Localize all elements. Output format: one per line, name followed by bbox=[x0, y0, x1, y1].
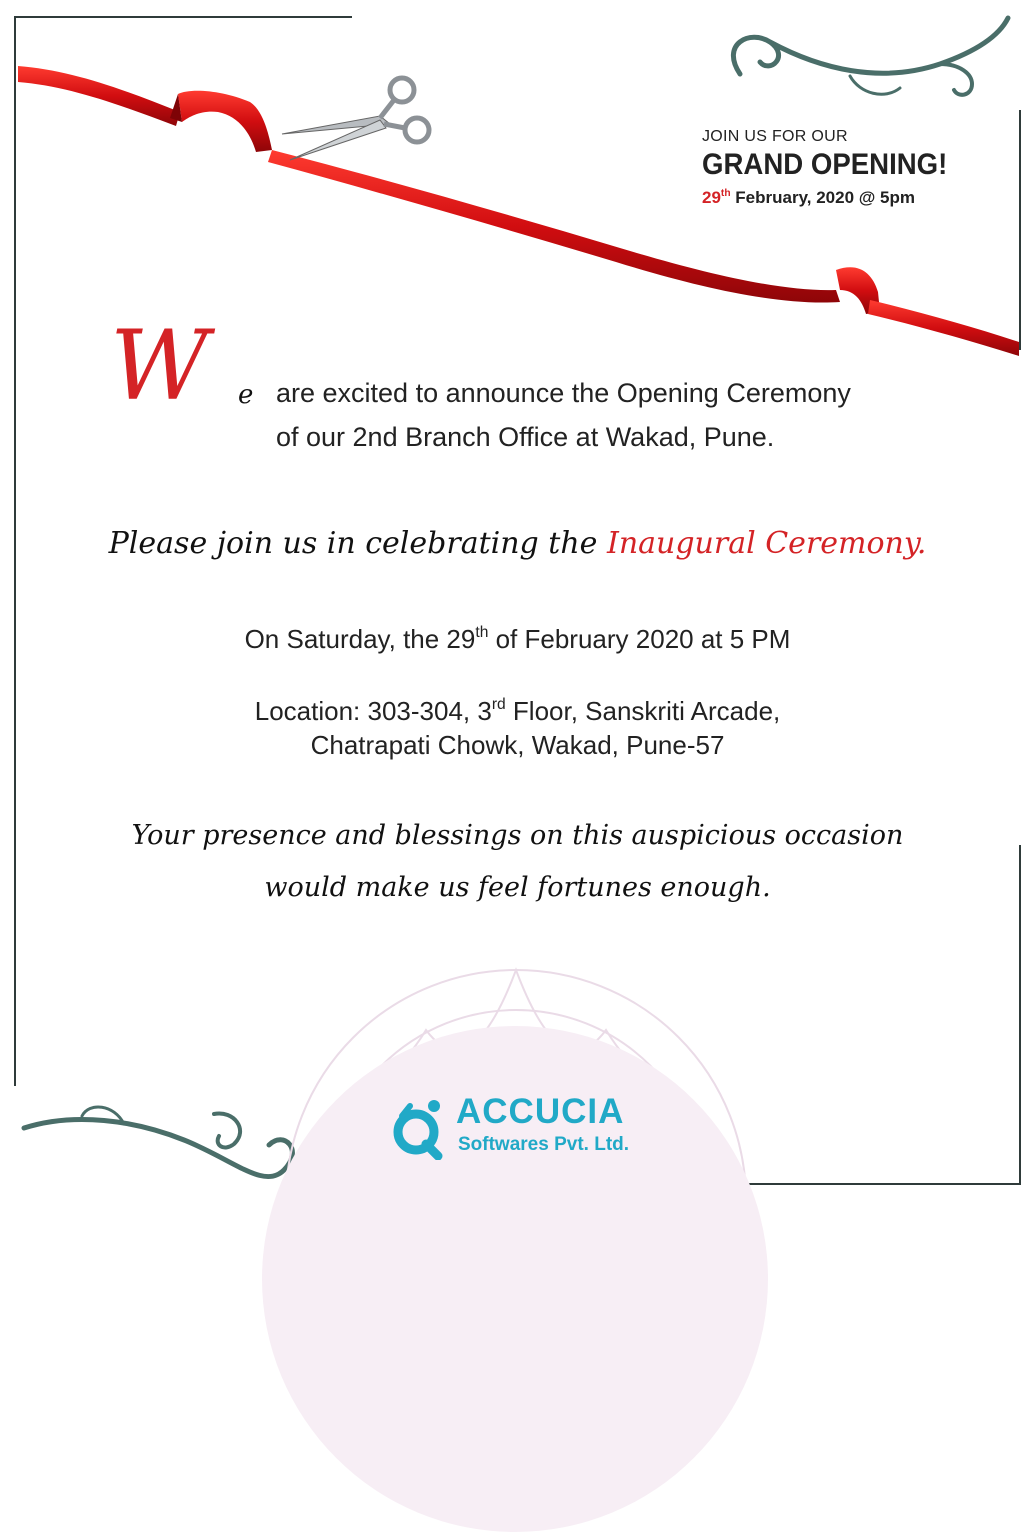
header-date-rest: February, 2020 @ 5pm bbox=[730, 188, 915, 207]
announcement-line-2: of our 2nd Branch Office at Wakad, Pune. bbox=[276, 422, 775, 452]
invite-highlight: Inaugural Ceremony. bbox=[606, 526, 927, 561]
event-location-line-1: Location: 303-304, 3rd Floor, Sanskriti Arcade, bbox=[254, 696, 781, 726]
company-logo bbox=[388, 1092, 688, 1162]
invite-line bbox=[0, 526, 1035, 561]
event-location-line-2: Chatrapati Chowk, Wakad, Pune-57 bbox=[310, 730, 725, 760]
closing-line-1: Your presence and blessings on this auspicious occasion bbox=[131, 820, 904, 851]
header-headline: GRAND OPENING! bbox=[702, 148, 948, 181]
announcement-line-1: are excited to announce the Opening Ceremony bbox=[276, 378, 851, 408]
drop-cap-initial: W bbox=[110, 310, 209, 422]
invite-lead: Please join us in celebrating the bbox=[108, 526, 607, 561]
closing-line-2: would make us feel fortunes enough. bbox=[264, 872, 771, 903]
event-datetime: On Saturday, the 29th of February 2020 at 5 PM bbox=[244, 624, 791, 654]
event-header bbox=[702, 128, 1022, 208]
header-date bbox=[702, 188, 1022, 208]
frame-bottom-line bbox=[722, 1183, 1021, 1185]
header-kicker: JOIN US FOR OUR bbox=[702, 128, 848, 145]
accucia-logo-icon bbox=[388, 1096, 452, 1160]
scissors-icon bbox=[282, 78, 429, 160]
drop-cap-small: e bbox=[238, 380, 254, 410]
header-date-day: 29th bbox=[702, 187, 731, 207]
logo-name: ACCUCIA bbox=[456, 1092, 625, 1131]
logo-subtitle: Softwares Pvt. Ltd. bbox=[458, 1134, 630, 1155]
